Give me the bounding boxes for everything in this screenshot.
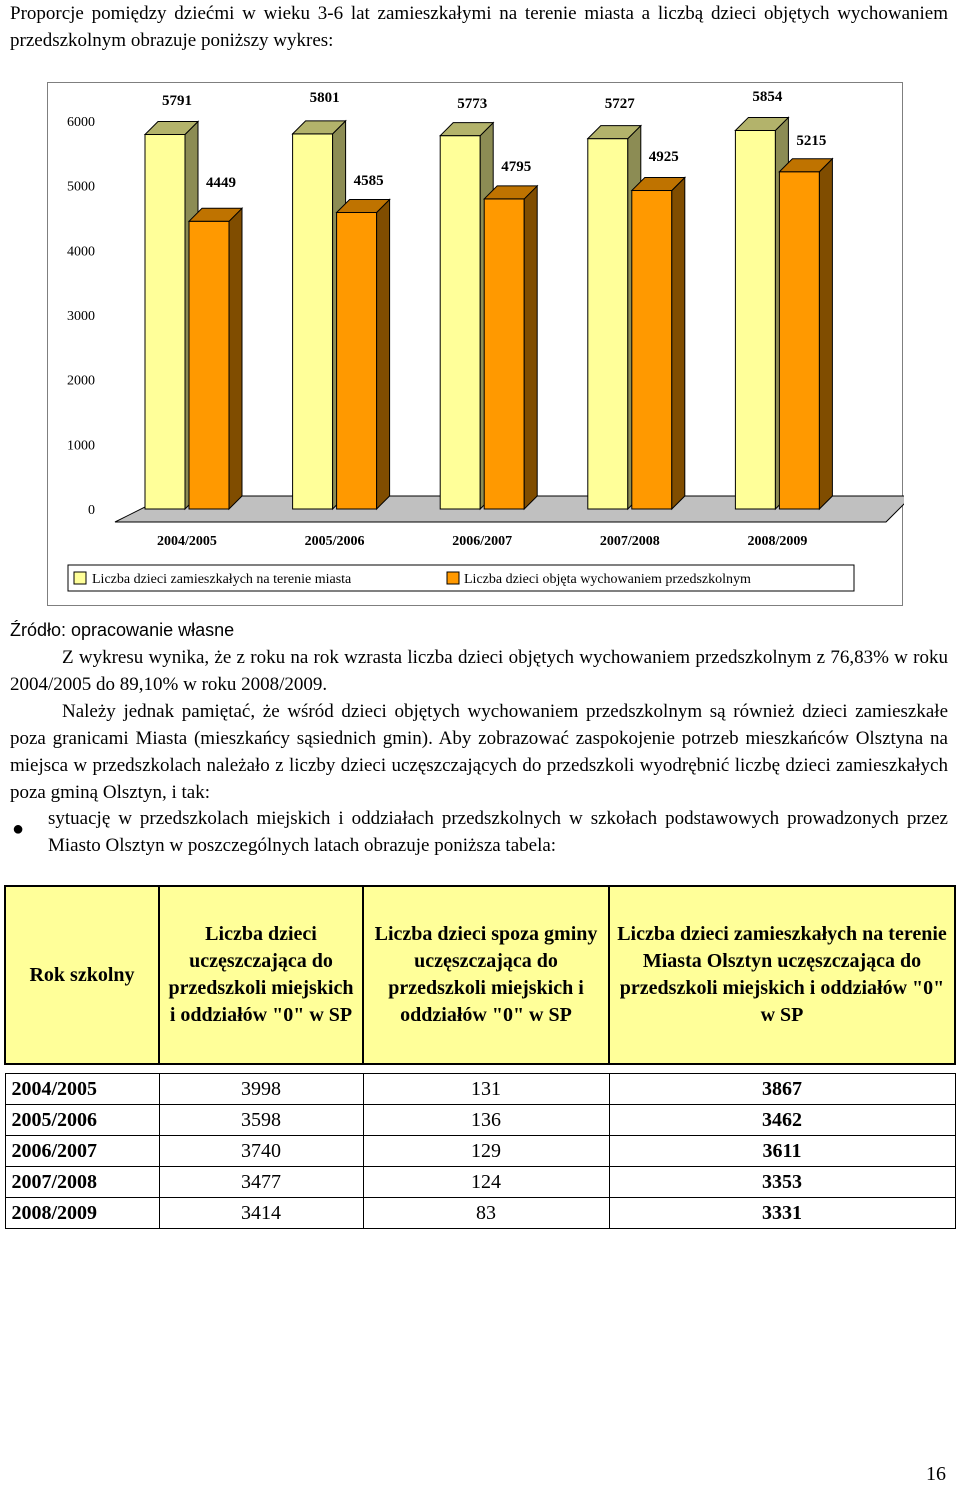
paragraph-2: Należy jednak pamiętać, że wśród dzieci objętych wychowaniem przedszkolnym są również dzieci zamieszkałe poza granicami Miasta (mieszkańcy sąsiednich gmin). Aby zobrazować zaspokojenie potrzeb mieszkańców Olsztyna na miejsca w przedszkolach należało z liczby dzieci uczęszczających do przedszkoli wyodrębnić liczbę dzieci zamieszkałych poza gminą Olsztyn, i tak:	[10, 701, 948, 803]
bar-chart	[48, 83, 904, 607]
data-label: 5727	[604, 96, 635, 112]
x-tick-label: 2006/2007	[452, 534, 513, 549]
chart-frame	[47, 82, 903, 606]
legend-swatch-resident	[74, 572, 86, 584]
source-note: Źródło: opracowanie własne	[10, 620, 235, 640]
cell-resident: 3353	[609, 1167, 955, 1198]
cell-resident: 3611	[609, 1136, 955, 1167]
bar-front-resident	[145, 135, 185, 509]
data-label: 4795	[501, 159, 532, 175]
data-label: 5773	[457, 96, 488, 112]
table-row	[5, 1074, 955, 1105]
cell-resident: 3462	[609, 1105, 955, 1136]
bar-side	[229, 208, 242, 509]
cell-attending: 3477	[159, 1167, 363, 1198]
y-tick-label: 1000	[67, 438, 95, 454]
data-label: 5791	[162, 93, 192, 109]
y-tick-label: 5000	[67, 179, 95, 195]
bar-front-resident	[293, 134, 333, 509]
header-children-attending: Liczba dzieci uczęszczająca do przedszkoli miejskich i oddziałów "0" w SP	[159, 886, 363, 1064]
bullet-icon: ●	[12, 818, 25, 840]
data-label: 4585	[353, 173, 384, 189]
bar-side	[819, 159, 832, 509]
table-header-row	[5, 886, 955, 1064]
bar-front-resident	[735, 130, 775, 509]
bar-side	[672, 178, 685, 509]
legend-label-resident: Liczba dzieci zamieszkałych na terenie miasta	[92, 572, 352, 587]
cell-year: 2007/2008	[5, 1167, 159, 1198]
bar-front-resident	[588, 139, 628, 509]
cell-outside: 136	[363, 1105, 609, 1136]
bar-front-preschool	[484, 199, 524, 509]
data-label: 5215	[796, 133, 827, 149]
bar-side	[377, 200, 390, 509]
bar-front-preschool	[779, 172, 819, 509]
data-label: 5854	[752, 89, 783, 105]
y-tick-label: 0	[88, 503, 95, 518]
page-number: 16	[926, 1463, 946, 1485]
y-tick-label: 2000	[67, 373, 95, 389]
table-row	[5, 1198, 955, 1229]
cell-attending: 3740	[159, 1136, 363, 1167]
data-label: 5801	[309, 90, 340, 106]
data-label: 4449	[206, 175, 236, 191]
data-label: 4925	[648, 149, 679, 165]
legend-swatch-preschool	[447, 572, 459, 584]
x-tick-label: 2008/2009	[747, 534, 808, 549]
bar-front-preschool	[337, 213, 377, 509]
table-body	[5, 1064, 955, 1229]
cell-resident: 3867	[609, 1074, 955, 1105]
y-tick-label: 3000	[67, 309, 95, 324]
bullet-paragraph: sytuację w przedszkolach miejskich i oddziałach przedszkolnych w szkołach podstawowych prowadzonych przez Miasto Olsztyn w poszczególnych latach obrazuje poniższa tabela:	[48, 808, 948, 856]
y-tick-label: 6000	[67, 115, 95, 130]
bar-front-preschool	[189, 221, 229, 509]
y-tick-label: 4000	[67, 244, 95, 260]
cell-year: 2006/2007	[5, 1136, 159, 1167]
bar-front-resident	[440, 136, 480, 509]
cell-outside: 129	[363, 1136, 609, 1167]
legend-label-preschool: Liczba dzieci objęta wychowaniem przedszkolnym	[464, 572, 751, 587]
table-row	[5, 1105, 955, 1136]
cell-attending: 3998	[159, 1074, 363, 1105]
header-school-year: Rok szkolny	[5, 886, 159, 1064]
header-children-resident: Liczba dzieci zamieszkałych na terenie Miasta Olsztyn uczęszczająca do przedszkoli miejskich i oddziałów "0" w SP	[609, 886, 955, 1064]
x-tick-label: 2007/2008	[599, 534, 660, 549]
data-table	[4, 885, 956, 1229]
cell-resident: 3331	[609, 1198, 955, 1229]
cell-attending: 3414	[159, 1198, 363, 1229]
cell-year: 2008/2009	[5, 1198, 159, 1229]
table-row	[5, 1167, 955, 1198]
x-tick-label: 2004/2005	[157, 534, 217, 549]
bar-front-preschool	[632, 191, 672, 509]
cell-outside: 83	[363, 1198, 609, 1229]
cell-attending: 3598	[159, 1105, 363, 1136]
header-children-outside: Liczba dzieci spoza gminy uczęszczająca do przedszkoli miejskich i oddziałów "0" w SP	[363, 886, 609, 1064]
table-spacer	[5, 1064, 955, 1074]
cell-outside: 124	[363, 1167, 609, 1198]
cell-outside: 131	[363, 1074, 609, 1105]
paragraph-1: Z wykresu wynika, że z roku na rok wzrasta liczba dzieci objętych wychowaniem przedszkolnym z 76,83% w roku 2004/2005 do 89,10% w roku 2008/2009.	[10, 647, 948, 695]
cell-year: 2004/2005	[5, 1074, 159, 1105]
x-tick-label: 2005/2006	[304, 534, 365, 549]
table-row	[5, 1136, 955, 1167]
intro-paragraph: Proporcje pomiędzy dziećmi w wieku 3-6 lat zamieszkałymi na terenie miasta a liczbą dzieci objętych wychowaniem przedszkolnym obrazuje poniższy wykres:	[10, 3, 948, 51]
cell-year: 2005/2006	[5, 1105, 159, 1136]
bar-side	[524, 186, 537, 509]
